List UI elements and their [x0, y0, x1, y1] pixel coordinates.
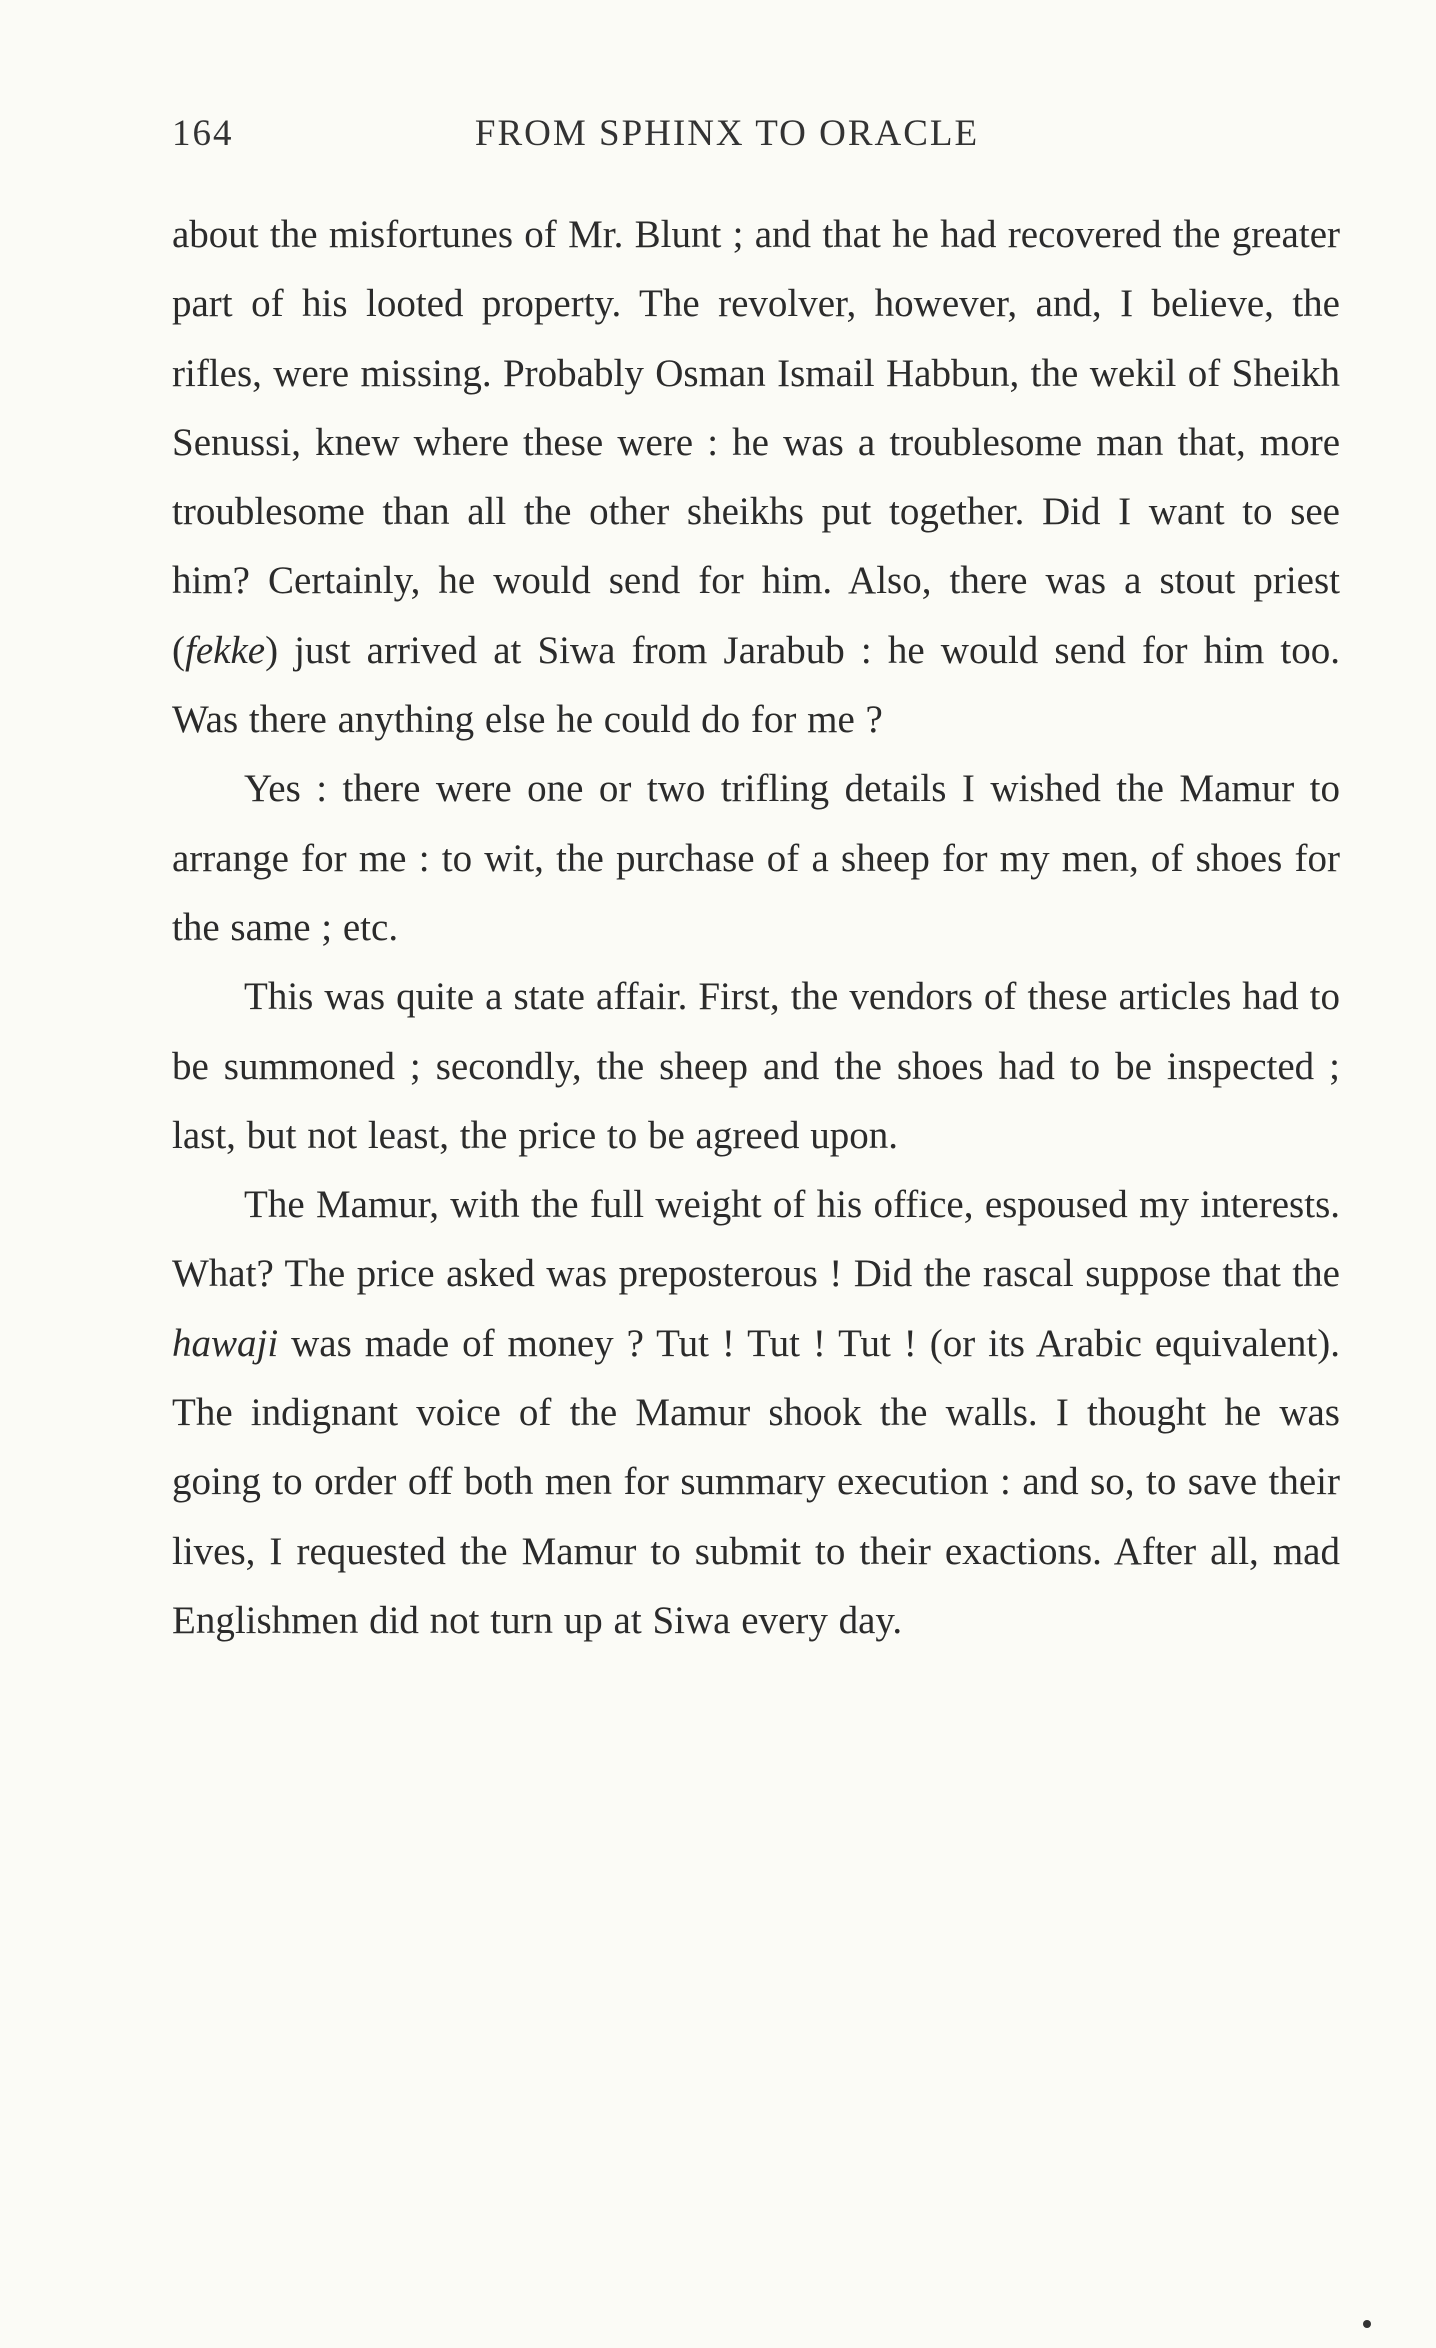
paragraph-3: [172, 962, 1340, 1170]
paragraph-4-text-b: was made of money ? Tut ! Tut ! Tut ! (or its Arabic equivalent). The indignant voice of the Mamur shook the walls. I thought he was going to order off both men for summary execution : and so, to save their lives, I requested the Mamur to submit to their exactions. After all, mad Englishmen did not turn up at Siwa every day.: [172, 1321, 1340, 1642]
body-text: [172, 200, 1340, 1655]
paragraph-3-text: This was quite a state affair. First, the vendors of these articles had to be summoned ; secondly, the sheep and the shoes had to be inspected ; last, but not least, the price to be agreed upon.: [172, 975, 1340, 1157]
paragraph-2: [172, 754, 1340, 962]
italic-word-hawaji: hawaji: [172, 1321, 279, 1365]
paragraph-1: [172, 200, 1340, 754]
italic-word-fekke: fekke: [185, 628, 266, 672]
paragraph-1-text-b: ) just arrived at Siwa from Jarabub : he would send for him too. Was there anything else he could do for me ?: [172, 628, 1340, 742]
paragraph-4-text-a: The Mamur, with the full weight of his office, espoused my interests. What? The price asked was preposterous ! Did the rascal suppose that the: [172, 1183, 1340, 1296]
paragraph-1-text-a: about the misfortunes of Mr. Blunt ; and that he had recovered the greater part of his looted property. The revolver, however, and, I believe, the rifles, were missing. Probably Osman Ismail Habbun, the wekil of Sheikh Senussi, knew where these were : he was a troublesome man that, more troublesome than all the other sheikhs put together. Did I want to see him? Certainly, he would send for him. Also, there was a stout priest (: [172, 213, 1340, 672]
print-speck: [1363, 2320, 1371, 2328]
running-title: FROM SPHINX TO ORACLE: [474, 113, 980, 154]
paragraph-2-text: Yes : there were one or two trifling details I wished the Mamur to arrange for me : to wit, the purchase of a sheep for my men, of shoes for the same ; etc.: [172, 767, 1340, 949]
page-number: 164: [172, 113, 234, 154]
paragraph-4: [172, 1170, 1340, 1655]
running-header: [172, 112, 1340, 162]
